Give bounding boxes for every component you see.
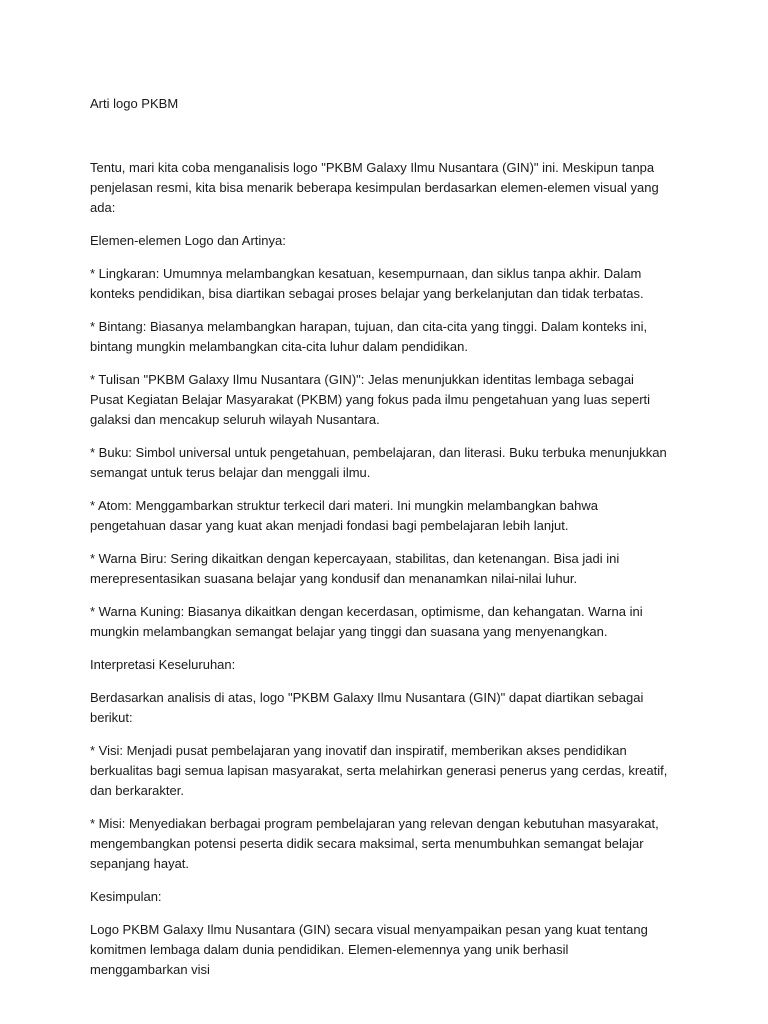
section-heading-interpretation: Interpretasi Keseluruhan:: [90, 657, 236, 672]
interpretation-item-visi: * Visi: Menjadi pusat pembelajaran yang inovatif dan inspiratif, memberikan akses pendidikan berkualitas bagi semua lapisan masyarakat, serta melahirkan generasi penerus yang cerdas, kreatif, dan berkarakter.: [90, 743, 668, 798]
intro-paragraph: Tentu, mari kita coba menganalisis logo "PKBM Galaxy Ilmu Nusantara (GIN)" ini. Meskipun tanpa penjelasan resmi, kita bisa menarik beberapa kesimpulan berdasarkan elemen-elemen visual yang ada:: [90, 160, 659, 215]
element-item-tulisan: * Tulisan "PKBM Galaxy Ilmu Nusantara (GIN)": Jelas menunjukkan identitas lembaga sebagai Pusat Kegiatan Belajar Masyarakat (PKBM) yang fokus pada ilmu pengetahuan yang luas seperti galaksi dan mencakup seluruh wilayah Nusantara.: [90, 372, 651, 427]
section-heading-elements: Elemen-elemen Logo dan Artinya:: [90, 233, 286, 248]
element-item-atom: * Atom: Menggambarkan struktur terkecil dari materi. Ini mungkin melambangkan bahwa pengetahuan dasar yang kuat akan menjadi fondasi bagi pembelajaran lebih lanjut.: [90, 498, 598, 533]
element-item-warna-biru: * Warna Biru: Sering dikaitkan dengan kepercayaan, stabilitas, dan ketenangan. Bisa jadi ini merepresentasikan suasana belajar yang kondusif dan menanamkan nilai-nilai luhur.: [90, 551, 620, 586]
conclusion-paragraph: Logo PKBM Galaxy Ilmu Nusantara (GIN) secara visual menyampaikan pesan yang kuat tentang komitmen lembaga dalam dunia pendidikan. Elemen-elemennya yang unik berhasil menggambarkan visi: [90, 922, 648, 977]
interpretation-intro: Berdasarkan analisis di atas, logo "PKBM Galaxy Ilmu Nusantara (GIN)" dapat diartikan sebagai berikut:: [90, 690, 644, 725]
section-heading-conclusion: Kesimpulan:: [90, 889, 162, 904]
title-spacer: [90, 114, 668, 158]
element-item-bintang: * Bintang: Biasanya melambangkan harapan, tujuan, dan cita-cita yang tinggi. Dalam konteks ini, bintang mungkin melambangkan cita-cita luhur dalam pendidikan.: [90, 319, 648, 354]
element-item-warna-kuning: * Warna Kuning: Biasanya dikaitkan dengan kecerdasan, optimisme, dan kehangatan. Warna ini mungkin melambangkan semangat belajar yang tinggi dan suasana yang menyenangkan.: [90, 604, 643, 639]
interpretation-item-misi: * Misi: Menyediakan berbagai program pembelajaran yang relevan dengan kebutuhan masyarakat, mengembangkan potensi peserta didik secara maksimal, serta menumbuhkan semangat belajar sepanjang hayat.: [90, 816, 659, 871]
document-title: Arti logo PKBM: [90, 96, 179, 111]
element-item-lingkaran: * Lingkaran: Umumnya melambangkan kesatuan, kesempurnaan, dan siklus tanpa akhir. Dalam konteks pendidikan, bisa diartikan sebagai proses belajar yang berkelanjutan dan tidak terbatas.: [90, 266, 644, 301]
element-item-buku: * Buku: Simbol universal untuk pengetahuan, pembelajaran, dan literasi. Buku terbuka menunjukkan semangat untuk terus belajar dan menggali ilmu.: [90, 445, 667, 480]
